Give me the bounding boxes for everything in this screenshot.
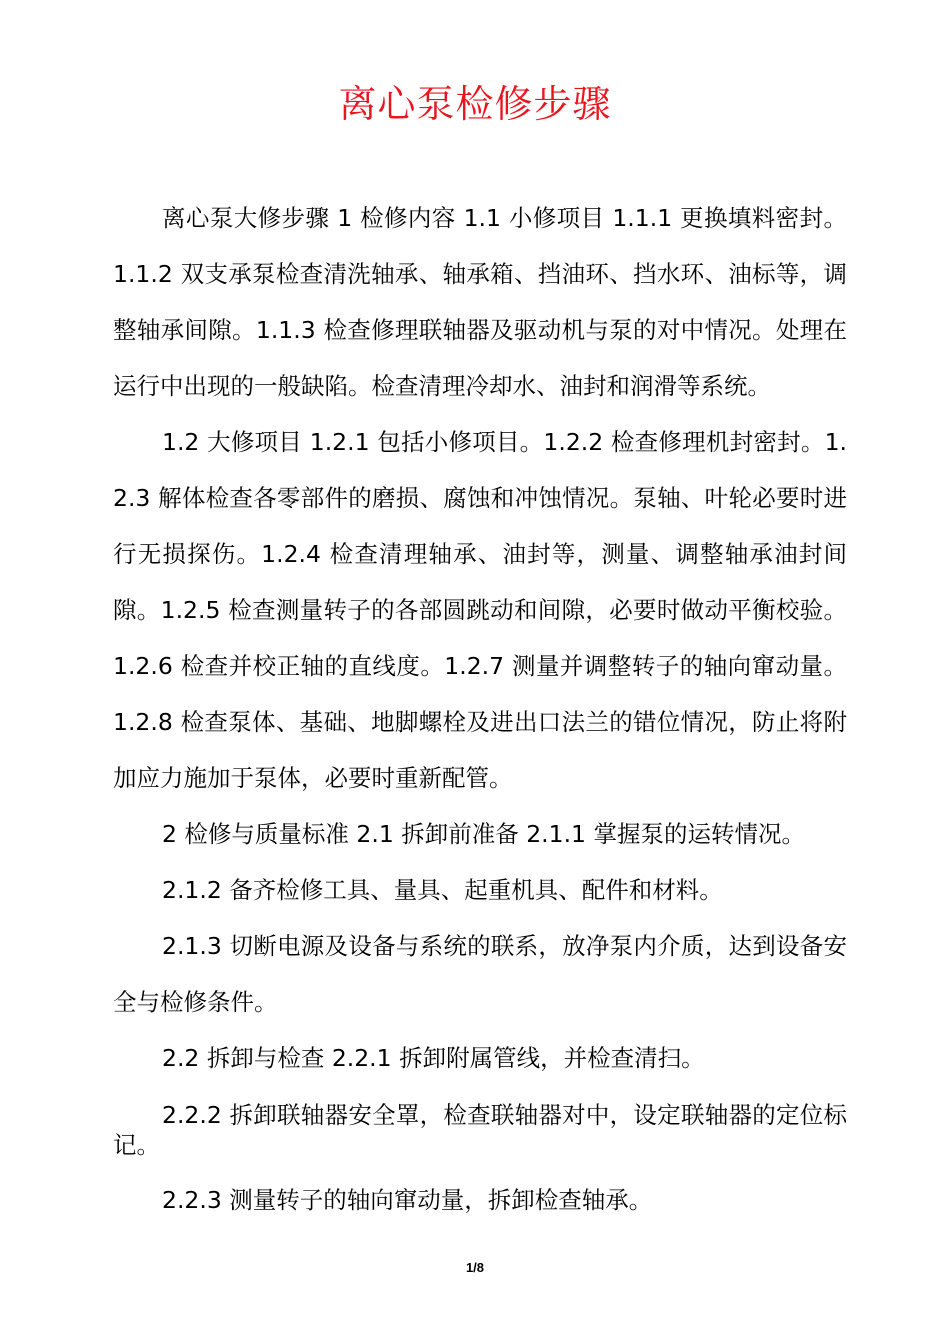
paragraph-8: 2.2.3 测量转子的轴向窜动量，拆卸检查轴承。	[162, 1186, 653, 1214]
document-body	[113, 190, 847, 1228]
paragraph-6: 2.2 拆卸与检查 2.2.1 拆卸附属管线，并检查清扫。	[162, 1044, 705, 1072]
paragraph-3: 2 检修与质量标准 2.1 拆卸前准备 2.1.1 掌握泵的运转情况。	[162, 820, 805, 848]
paragraph-5: 2.1.3 切断电源及设备与系统的联系，放净泵内介质，达到设备安全与检修条件。	[113, 932, 847, 1016]
paragraph-4: 2.1.2 备齐检修工具、量具、起重机具、配件和材料。	[162, 876, 723, 904]
paragraph-7: 2.2.2 拆卸联轴器安全罩，检查联轴器对中，设定联轴器的定位标记。	[113, 1101, 847, 1159]
document-title: 离心泵检修步骤	[338, 82, 612, 126]
paragraph-2: 1.2 大修项目 1.2.1 包括小修项目。1.2.2 检查修理机封密封。1.2.3 解体检查各零部件的磨损、腐蚀和冲蚀情况。泵轴、叶轮必要时进行无损探伤。1.2.4 检查清理轴承、油封等，测量、调整轴承油封间隙。1.2.5 检查测量转子的各部圆跳动和间隙，必要时做动平衡校验。1.2.6 检查并校正轴的直线度。1.2.7 测量并调整转子的轴向窜动量。1.2.8 检查泵体、基础、地脚螺栓及进出口法兰的错位情况，防止将附加应力施加于泵体，必要时重新配管。	[113, 428, 847, 792]
paragraph-1: 离心泵大修步骤 1 检修内容 1.1 小修项目 1.1.1 更换填料密封。1.1.2 双支承泵检查清洗轴承、轴承箱、挡油环、挡水环、油标等，调整轴承间隙。1.1.3 检查修理联轴器及驱动机与泵的对中情况。处理在运行中出现的一般缺陷。检查清理冷却水、油封和润滑等系统。	[113, 204, 847, 400]
page-number: 1/8	[465, 1260, 485, 1275]
